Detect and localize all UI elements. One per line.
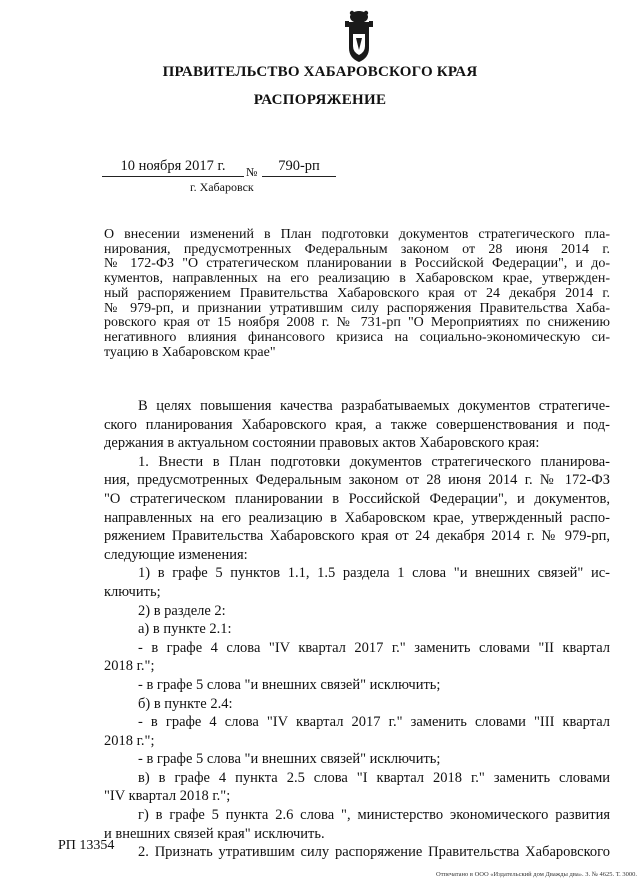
document-subject (104, 228, 610, 360)
document-kind: РАСПОРЯЖЕНИЕ (253, 92, 387, 108)
body-line: "О стратегическом планировании в Российской Федерации", и документов, (104, 490, 610, 507)
body-line: 2018 г."; (104, 732, 155, 749)
body-line: ряжением Правительства Хабаровского края от 24 декабря 2014 г. № 979-рп, (104, 528, 610, 545)
number-sign: № (246, 165, 258, 179)
body-line: - в графе 5 слова "и внешних связей" исключить; (138, 751, 441, 768)
body-line: 2) в разделе 2: (138, 602, 226, 619)
body-line: и внешних связей края" исключить. (104, 825, 325, 842)
document-date: 10 ноября 2017 г. (102, 158, 244, 177)
body-line: в) в графе 4 пункта 2.5 слова "I квартал 2018 г." заменить словами (138, 769, 610, 786)
printer-imprint: Отпечатано в ООО «Издательский дом Дважды два». З. № 4625. Т. 3000. (436, 871, 637, 878)
body-line: 2. Признать утратившим силу распоряжение Правительства Хабаровского (138, 844, 610, 861)
body-line: 1) в графе 5 пунктов 1.1, 1.5 раздела 1 слова "и внешних связей" ис- (138, 565, 610, 582)
subject-line: № 979-рп, и признании утратившим силу распоряжения Правительства Хаба- (104, 300, 610, 316)
body-line: ния, предусмотренных Федеральным законом от 28 июня 2014 г. № 172-ФЗ (104, 472, 610, 489)
subject-line: О внесении изменений в План подготовки документов стратегического пла- (104, 227, 610, 242)
document-body (104, 397, 610, 862)
subject-line: нирования, предусмотренных Федеральным законом от 28 июня 2014 г. (104, 241, 610, 257)
body-line: а) в пункте 2.1: (138, 621, 232, 638)
body-line: В целях повышения качества разрабатываемых документов стратегиче- (138, 398, 610, 414)
subject-line: туацию в Хабаровском крае" (104, 344, 276, 360)
body-line: 2018 г."; (104, 658, 155, 675)
body-line: г) в графе 5 пункта 2.6 слова ", министерство экономического развития (138, 807, 610, 824)
document-number: 790-рп (262, 158, 336, 177)
body-line: держания в актуальном состоянии правовых актов Хабаровского края: (104, 435, 540, 452)
body-line: б) в пункте 2.4: (138, 695, 233, 712)
body-line: - в графе 5 слова "и внешних связей" исключить; (138, 676, 441, 693)
body-line: ского планирования Хабаровского края, а также совершенствования и под- (104, 416, 610, 433)
body-line: "IV квартал 2018 г."; (104, 788, 231, 805)
body-line: 1. Внести в План подготовки документов стратегического планирова- (138, 453, 610, 470)
body-line: ключить; (104, 583, 161, 600)
subject-line: № 172-ФЗ "О стратегическом планировании в Российской Федерации", и до- (104, 256, 610, 272)
subject-line: кументов, направленных на его реализацию в Хабаровском крае, утвержден- (104, 271, 610, 287)
body-line: - в графе 4 слова "IV квартал 2017 г." заменить словами "II квартал (138, 639, 610, 656)
registration-code: РП 13354 (58, 838, 115, 853)
subject-line: ный распоряжением Правительства Хабаровского края от 24 декабря 2014 г. (104, 285, 610, 301)
subject-line: ровского края от 15 ноября 2008 г. № 731-рп "О Мероприятиях по снижению (104, 315, 610, 331)
subject-line: негативного влияния финансового кризиса на социально-экономическую си- (104, 329, 610, 345)
document-city: г. Хабаровск (190, 180, 254, 194)
government-title: ПРАВИТЕЛЬСТВО ХАБАРОВСКОГО КРАЯ (162, 64, 478, 80)
body-line: направленных на его реализацию в Хабаровском крае, утвержденный распо- (104, 509, 610, 526)
body-line: - в графе 4 слова "IV квартал 2017 г." заменить словами "III квартал (138, 714, 610, 731)
body-line: следующие изменения: (104, 546, 248, 563)
coat-of-arms-icon (339, 8, 379, 64)
